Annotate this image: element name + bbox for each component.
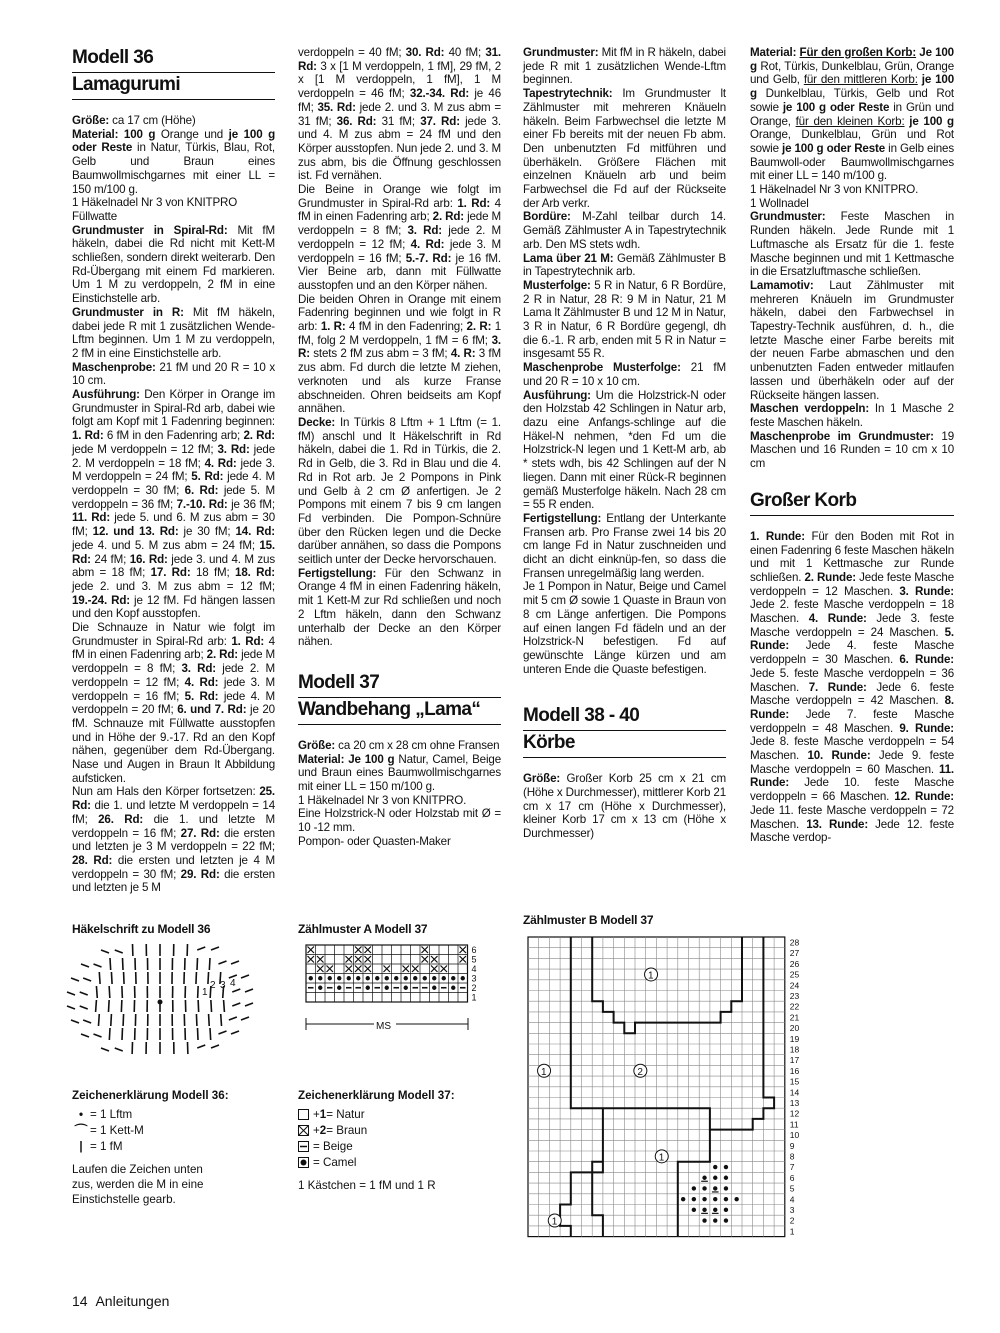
dot-icon: • — [78, 1107, 84, 1121]
paragraph: Maschenprobe im Grundmuster: 19 Maschen und 16 Runden = 10 cm x 10 cm — [750, 429, 955, 471]
paragraph: Grundmuster: Feste Maschen in Runden häkeln. Jede Runde mit 1 Luftmasche als Ersatz für die 1. feste Masche beginnen und mit 1 Kettmasche in die Ersatzluftmasche schließen. — [750, 210, 954, 279]
round-number-2: 2 — [210, 980, 216, 991]
row-label: 13 — [789, 1098, 800, 1108]
color-mark: 1 — [551, 1216, 558, 1228]
row-label: 11 — [789, 1119, 799, 1130]
row-label: 10 — [789, 1130, 800, 1141]
page-footer — [72, 1293, 169, 1309]
zaehlmuster-b-title: Zählmuster B Modell 37 — [523, 913, 654, 927]
row-label: 6 — [789, 1172, 795, 1183]
zaehlmuster-a-chart — [298, 940, 498, 1040]
col2-text-2 — [298, 739, 501, 849]
heading-line-1: Modell 36 — [72, 46, 275, 73]
row-label: 12 — [789, 1108, 800, 1119]
row-label: 1 — [471, 992, 477, 1003]
color-mark: 2 — [637, 1066, 643, 1078]
paragraph: Maschen verdoppeln: In 1 Masche 2 feste Maschen häkeln. — [750, 402, 954, 429]
row-label: 27 — [789, 948, 800, 959]
row-label: 2 — [789, 1215, 795, 1226]
empty-box-icon — [298, 1109, 309, 1120]
color-mark: 1 — [648, 970, 654, 982]
legend-modell-37 — [298, 1088, 498, 1193]
row-label: 28 — [789, 937, 800, 948]
row-label: 15 — [789, 1076, 800, 1087]
color-mark: 1 — [658, 1152, 665, 1164]
paragraph: Größe: Großer Korb 25 cm x 21 cm (Höhe x Durchmesser), mittlerer Korb 21 cm x 17 cm (Höhe x Durchmesser), kleiner Korb 17 cm x 13 cm (Höhe x Durchmesser) — [523, 772, 726, 841]
paragraph: Maschenprobe Musterfolge: 21 fM und 20 R = 10 x 10 cm. — [523, 361, 726, 388]
paragraph: Bordüre: M-Zahl teilbar durch 14. Gemäß Zählmuster A in Tapestrytechnik arb. Den MS stets wdh. — [523, 210, 726, 251]
dash-box-icon — [298, 1141, 309, 1152]
row-label: 5 — [471, 954, 477, 965]
page-number: 14 — [72, 1293, 88, 1309]
heading-line-2: Lamagurumi — [72, 73, 275, 100]
row-label: 24 — [789, 980, 800, 991]
arc-icon: ⌒ — [74, 1122, 88, 1138]
paragraph: Füllwatte — [72, 209, 118, 223]
legend-item: | = 1 fM — [72, 1138, 272, 1154]
paragraph: Maschenprobe: 21 fM und 20 R = 10 x 10 cm. — [72, 360, 275, 388]
paragraph: Grundmuster in Spiral-Rd: Mit fM häkeln, dabei die Rd nicht mit Kett-M schließen, sondern direkt weiterarb. Den Rd-Übergang mit einem Fd markieren. Um 1 M zu verdoppeln, 2 fM in eine Einstichstelle arb. — [72, 223, 275, 306]
paragraph: Ausführung: Den Körper in Orange im Grundmuster in Spiral-Rd arb, dabei wie folgt am Kopf mit 1 Fadenring beginnen: 1. Rd: 6 fM in den Fadenring arb; 2. Rd: jede M verdoppeln = 12 fM; 3. Rd: jede 2. M verdoppeln = 18 fM; 4. Rd: jede 3. M verdoppeln = 24 fM; 5. Rd: jede 4. M verdoppeln = 30 fM; 6. Rd: jede 5. M verdoppeln = 36 fM; 7.-10. Rd: je 36 fM; 11. Rd: jede 5. und 6. M zus abm = 30 fM; 12. und 13. Rd: je 30 fM; 14. Rd: jede 4. und 5. M zus abm = 24 fM; 15. Rd: 24 fM; 16. Rd: jede 3. und 4. M zus abm = 18 fM; 17. Rd: 18 fM; 18. Rd: jede 2. und 3. M zus abm = 12 fM; 19.-24. Rd: je 12 fM. Fd hängen lassen und den Kopf ausstopfen. — [72, 388, 276, 621]
row-label: 4 — [471, 964, 477, 974]
legend-item: • = 1 Lftm — [72, 1106, 272, 1122]
paragraph: Ausführung: Um die Holzstrick-N oder den Holzstab 42 Schlingen in Natur arb, dazu eine Anfangs-schlinge auf die Häkel-N nehmen, *den Fd um die Holzstrick-N legen und 1 Kett-M arb, ab * stets wdh, bis 42 Schlingen auf der N liegen. Dann mit einer Rück-R beginnen gemäß Musterfolge häkeln. Nach 28 cm = 55 R enden. — [523, 388, 726, 512]
paragraph: 1 Häkelnadel Nr 3 von KNITPRO — [72, 196, 238, 210]
legend-modell-36 — [72, 1088, 272, 1207]
col2-text — [298, 46, 501, 649]
row-label: 1 — [789, 1226, 795, 1237]
column-1 — [72, 46, 275, 895]
paragraph: Die beiden Ohren in Orange mit einem Fadenring beginnen und wie folgt in R arb: 1. R: 4 fM in den Fadenring; 2. R: 1 fM, folg 2 M verdoppeln, 1 fM = 6 fM; 3. R: stets 2 fM zus abm = 3 fM; 4. R: 3 fM zus abm. Fd durch die letzte M ziehen, verknoten und als kurze Franse abschneiden. Ohren beidseits am Kopf annähen. — [298, 292, 502, 416]
heading-line-2: Wandbehang „Lama“ — [298, 698, 501, 725]
heading-modell-37 — [298, 671, 501, 725]
col4-text-2 — [750, 530, 954, 845]
row-label: 4 — [789, 1194, 795, 1205]
paragraph: Lama über 21 M: Gemäß Zählmuster B in Tapestrytechnik arb. — [523, 251, 726, 279]
paragraph: Die Beine in Orange wie folgt im Grundmuster in Spiral-Rd arb: 1. Rd: 4 fM in einen Fadenring arb; 2. Rd: jede M verdoppeln = 8 fM; 3. Rd: jede 2. M verdoppeln = 12 fM; 4. Rd: jede 3. M verdoppeln = 16 fM; 5.-7. Rd: je 16 fM. Vier Beine arb, dann mit Füllwatte ausstopfen und an den Körper nähen. — [298, 183, 502, 292]
paragraph: Lamamotiv: Laut Zählmuster mit mehreren Knäueln im Grundmuster häkeln, dabei den Farbwechsel in Tapestry-Technik ausführen, d. h., die letzte Masche einer Farbe bereits mit der neuen Farbe abmaschen und den unbenutzten Faden entweder mitlaufen lassen und überhäkeln oder auf der Rückseite hängen lassen. — [750, 278, 954, 402]
legend-item-beige: = Beige — [298, 1138, 498, 1154]
legend-item-camel: = Camel — [298, 1154, 498, 1170]
legend-item: ⌒ = 1 Kett-M — [72, 1122, 272, 1138]
legend-title: Zeichenerklärung Modell 37: — [298, 1089, 455, 1102]
paragraph: Decke: In Türkis 8 Lftm + 1 Lftm (= 1. fM) anschl und lt Häkelschrift in Rd häkeln, dabei die 1. Rd in Türkis, die 2. Rd in Gelb, die 3. Rd in Blau und die 4. Rd in Rot arb. Je 2 Pompons in Pink und Gelb à 2 cm Ø anfertigen. Je 2 Pompons mit einem 7 bis 9 cm langen Fd verbinden. Die Pompon-Schnüre über den Rücken legen und die Decke darüber annähen, so dass die Pompons seitlich unter der Decke hervorschauen. — [298, 415, 501, 567]
column-3 — [523, 46, 726, 841]
paragraph: Tapestrytechnik: Im Grundmuster lt Zählmuster mit mehreren Knäueln häkeln. Beim Farbwechsel die letzte M einer Fb bereits mit der neuen Fb abm. Den unbenutzten Fd mitführen und überhäkeln. Größere Flächen mit einzelnen Knäueln arb und beim Farbwechsel die Fd auf der Rückseite der Arb verkr. — [523, 87, 726, 210]
haekelschrift-diagram — [60, 940, 260, 1070]
bar-icon: | — [79, 1139, 83, 1153]
legend-note: Laufen die Zeichen unten zus, werden die M in eine Einstichstelle gearb. — [72, 1163, 204, 1206]
paragraph: Fertigstellung: Entlang der Unterkante Fransen arb. Pro Franse zwei 14 bis 20 cm lange Fd in Natur zuschneiden und dicht an dicht einknüp-fen, so dass die Fransen unregelmäßig lang werden. — [523, 511, 726, 580]
row-label: 2 — [471, 983, 477, 993]
zaehlmuster-b-chart — [520, 932, 810, 1272]
cross-box-icon — [298, 1125, 309, 1136]
col3-text — [523, 46, 726, 676]
section-name: Anleitungen — [95, 1293, 170, 1309]
col3-text-2 — [523, 772, 726, 841]
legend-note: 1 Kästchen = 1 fM und 1 R — [298, 1179, 436, 1192]
color-mark: 1 — [541, 1066, 547, 1078]
row-label: 22 — [789, 1001, 800, 1012]
heading-line-1: Großer Korb — [750, 489, 954, 516]
paragraph: Musterfolge: 5 R in Natur, 6 R Bordüre, 2 R in Natur, 28 R: 9 M in Natur, 21 M Lama lt Zählmuster B und 12 M in Natur, 3 R in Natur, 6 R Bordüre gegengl, dh die 6.-1. R arb, enden mit 5 R in Natur = insgesamt 55 R. — [523, 278, 726, 361]
row-label: 20 — [789, 1023, 800, 1034]
heading-line-2: Körbe — [523, 731, 726, 758]
row-label: 23 — [789, 991, 800, 1001]
haekelschrift-title: Häkelschrift zu Modell 36 — [72, 922, 211, 936]
paragraph: Die Schnauze in Natur wie folgt im Grundmuster in Spiral-Rd arb: 1. Rd: 4 fM in einen Fadenring arb; 2. Rd: jede M verdoppeln = 8 fM; 3. Rd: jede 2. M verdoppeln = 12 fM; 4. Rd: jede 3. M verdoppeln = 16 fM; 5. Rd: jede 4. M verdoppeln = 20 fM; 6. und 7. Rd: je 20 fM. Schnauze mit Füllwatte ausstopfen und in Höhe der 9.-17. Rd an den Kopf nähen, gegenüber dem Rd-Übergang. Nase und Augen in Braun lt Abbildung aufsticken. — [72, 621, 276, 785]
heading-line-1: Modell 38 - 40 — [523, 704, 726, 731]
row-label: 19 — [789, 1033, 800, 1044]
paragraph: 1 Häkelnadel Nr 3 von KNITPRO. — [750, 183, 919, 197]
column-2 — [298, 46, 501, 849]
row-label: 16 — [789, 1065, 800, 1076]
round-number-4: 4 — [230, 978, 236, 989]
paragraph: 1 Wollnadel — [750, 196, 809, 210]
paragraph: Je 1 Pompon in Natur, Beige und Camel mit 5 cm Ø sowie 1 Quaste in Braun von 8 cm Länge anfertigen. Die Pompons auf einen langen Fd fädeln und an der Holzstrick-N befestigen. Fd auf gewünschte Länge kürzen und am unteren Ende die Quaste befestigen. — [523, 580, 726, 676]
round-number-3: 3 — [220, 980, 226, 991]
row-label: 21 — [789, 1012, 800, 1023]
legend-title: Zeichenerklärung Modell 36: — [72, 1089, 229, 1102]
round-number-1: 1 — [202, 987, 208, 998]
heading-modell-38-40 — [523, 704, 726, 758]
row-label: 3 — [471, 973, 477, 984]
column-4 — [750, 46, 954, 845]
heading-line-1: Modell 37 — [298, 671, 501, 698]
paragraph: Grundmuster: Mit fM in R häkeln, dabei jede R mit 1 zusätzlichen Wende-Lftm beginnen. — [523, 46, 726, 87]
paragraph: Pompon- oder Quasten-Maker — [298, 834, 451, 848]
paragraph: verdoppeln = 40 fM; 30. Rd: 40 fM; 31. Rd: 3 x [1 M verdoppeln, 1 fM], 29 fM, 2 x [1 M verdoppeln, 1 fM], 1 M verdoppeln = 46 fM; 32.-34. Rd: je 46 fM; 35. Rd: jede 2. und 3. M zus abm = 31 fM; 36. Rd: 31 fM; 37. Rd: jede 3. und 4. M zus abm = 24 fM und den Körper ausstopfen. Nun jede 2. und 3. M zus abm, bis die Öffnung geschlossen ist. Fd vernähen. — [298, 46, 502, 183]
paragraph: Material: Je 100 g Natur, Camel, Beige und Braun eines Baumwollmischgarnes mit einer LL = 150 m/100 g. — [298, 752, 501, 794]
zaehlmuster-a-title: Zählmuster A Modell 37 — [298, 922, 428, 936]
paragraph: 1. Runde: Für den Boden mit Rot in einen Fadenring 6 feste Maschen häkeln und mit 1 Kettmasche zur Runde schließen. 2. Runde: Jede feste Masche verdoppeln = 12 Maschen. 3. Runde: Jede 2. feste Masche verdoppeln = 18 Maschen. 4. Runde: Jede 3. feste Masche verdoppeln = 24 Maschen. 5. Runde: Jede 4. feste Masche verdoppeln = 30 Maschen. 6. Runde: Jede 5. feste Masche verdoppeln = 36 Maschen. 7. Runde: Jede 6. feste Masche verdoppeln = 42 Maschen. 8. Runde: Jede 7. feste Masche verdoppeln = 48 Maschen. 9. Runde: Jede 8. feste Masche verdoppeln = 54 Maschen. 10. Runde: Jede 9. feste Masche verdoppeln = 60 Maschen. 11. Runde: Jede 10. feste Masche verdoppeln = 66 Maschen. 12. Runde: Jede 11. feste Masche verdoppeln = 72 Maschen. 13. Runde: Jede 12. feste Masche verdop- — [750, 529, 955, 845]
paragraph: Fertigstellung: Für den Schwanz in Orange 4 fM in einen Fadenring häkeln, mit 1 Kett-M zur Rd schließen und noch 2 Lftm häkeln, dann den Schwanz unterhalb der Decke an den Körper nähen. — [298, 566, 501, 649]
legend-item-natur: + 1 = Natur — [298, 1106, 498, 1122]
row-label: 26 — [789, 958, 800, 969]
heading-modell-36 — [72, 46, 275, 100]
paragraph: Eine Holzstrick-N oder Holzstab mit Ø = 10 -12 mm. — [298, 807, 501, 835]
row-label: 25 — [789, 969, 800, 980]
row-label: 8 — [789, 1151, 795, 1162]
row-label: 5 — [789, 1183, 795, 1194]
row-label: 7 — [789, 1162, 795, 1173]
paragraph: Größe: ca 20 cm x 28 cm ohne Fransen — [298, 738, 500, 752]
paragraph: Größe: ca 17 cm (Höhe) — [72, 114, 196, 127]
row-label: 3 — [789, 1205, 795, 1215]
ms-label: MS — [376, 1021, 391, 1032]
row-label: 18 — [789, 1044, 800, 1055]
paragraph: Grundmuster in R: Mit fM häkeln, dabei jede R mit 1 zusätzlichen Wende-Lftm beginnen. Um 1 M zu verdoppeln, 2 fM in eine Einstichstelle arb. — [72, 305, 275, 360]
dot-box-icon — [298, 1157, 309, 1168]
row-label: 9 — [789, 1140, 795, 1151]
paragraph: Material: 100 g Orange und je 100 g oder Reste in Natur, Türkis, Blau, Rot, Gelb und Braun eines Baumwollmischgarnes mit einer LL = 150 m/100 g. — [72, 127, 275, 196]
paragraph: Material: Für den großen Korb: Je 100 g Rot, Türkis, Dunkelblau, Grün, Orange und Gelb, für den mittleren Korb: je 100 g Dunkelblau, Türkis, Gelb und Rot sowie je 100 g oder Reste in Grün und Orange, für den kleinen Korb: je 100 g Orange, Dunkelblau, Grün und Rot sowie je 100 g oder Reste in Gelb eines Baumwoll-oder Baumwollmischgarnes mit einer LL = 140 m/100 g. — [750, 46, 954, 183]
heading-grosser-korb — [750, 489, 954, 516]
row-label: 14 — [789, 1087, 800, 1098]
row-label: 6 — [471, 945, 477, 955]
row-label: 17 — [789, 1055, 800, 1066]
col1-text — [72, 114, 275, 895]
col4-text — [750, 46, 954, 471]
paragraph: Nun am Hals den Körper fortsetzen: 25. Rd: die 1. und letzte M verdoppeln = 14 fM; 26. Rd: die 1. und letzte M verdoppeln = 16 fM; 27. Rd: die ersten und letzten je 3 M verdoppeln = 22 fM; 28. Rd: die ersten und letzten je 4 M verdoppeln = 30 fM; 29. Rd: die ersten und letzten je 5 M — [72, 785, 275, 895]
paragraph: 1 Häkelnadel Nr 3 von KNITPRO. — [298, 793, 467, 807]
legend-item-braun: + 2 = Braun — [298, 1122, 498, 1138]
